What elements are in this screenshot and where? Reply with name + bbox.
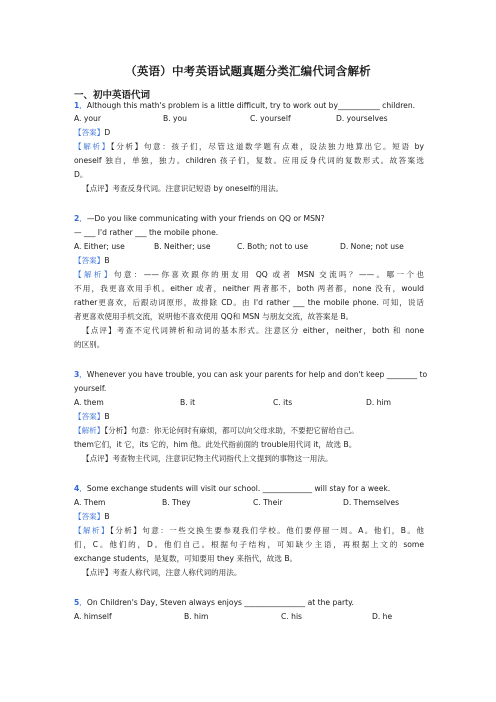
- answer-label: 【答案】: [74, 512, 105, 521]
- analysis-label: 【解析】: [74, 526, 110, 535]
- question-2-comment-line2: 的区别。: [74, 340, 105, 349]
- question-2-stem-line2: — ___ I'd rather ___ the mobile phone.: [74, 228, 219, 237]
- option-b: B. you: [163, 114, 187, 123]
- comment-text: 考查人称代词，注意人称代词的用法。: [112, 568, 242, 577]
- comment-text: 考查反身代词。注意识记短语 by oneself的用法。: [112, 184, 284, 193]
- question-2-stem: [74, 213, 424, 224]
- comment-text: 考查物主代词，注意识记物主代词指代上文提到的事物这一用法。: [112, 454, 333, 463]
- answer-value: B: [104, 412, 110, 421]
- analysis-text: 【分析】句意：孩子们，尽管这道数学题有点难，设法独力地算出它。短语 by: [110, 142, 424, 151]
- section-heading: 一、初中英语代词: [74, 90, 151, 101]
- comment-label: 【点评】: [82, 454, 113, 463]
- question-3-analysis-line: [74, 425, 424, 436]
- answer-value: B: [104, 512, 110, 521]
- question-3-analysis-line: them它们，it 它，its 它的，him 他。此处代指前面的 trouble用代词 it，故选 B。: [74, 440, 357, 449]
- question-text: —Do you like communicating with your friends on QQ or MSN?: [86, 214, 325, 223]
- comment-label: 【点评】: [82, 326, 117, 335]
- question-4-comment: [82, 567, 424, 578]
- question-1-analysis-line: D。: [74, 170, 88, 179]
- comment-label: 【点评】: [82, 568, 113, 577]
- option-b: B. him: [184, 612, 209, 621]
- answer-value: B: [104, 256, 110, 265]
- question-2-answer: [74, 255, 424, 266]
- question-number: 3．: [74, 370, 87, 379]
- question-4-answer: [74, 511, 424, 522]
- question-number: 1．: [74, 101, 87, 110]
- question-2-analysis-line: rather更喜欢，后跟动词原形，故排除 CD。由 I'd rather ___ the mobile phone. 可知，说话: [74, 298, 424, 307]
- question-1-comment: [82, 183, 424, 194]
- option-a: A. himself: [74, 612, 112, 621]
- answer-value: D: [104, 128, 111, 137]
- question-2-analysis-line: 者更喜欢使用手机交流，说明他不喜欢使用 QQ和 MSN 与朋友交流，故答案是 B。: [74, 312, 354, 321]
- option-c: C. his: [281, 612, 303, 621]
- question-4-analysis-line: [74, 525, 424, 536]
- option-c: C. its: [273, 398, 293, 407]
- analysis-text: 【分析】句意：你无论何时有麻烦，都可以向父母求助，不要把它留给自己。: [104, 426, 359, 435]
- question-1-analysis-line: [74, 141, 424, 152]
- option-c: C. Their: [253, 498, 283, 507]
- analysis-text: 【分析】句意：一些交换生要参观我们学校。他们要停留一周。A。他们，B。他: [110, 526, 424, 535]
- option-d: D. yourselves: [336, 114, 388, 123]
- option-c: C. Both; not to use: [237, 242, 309, 251]
- question-4-analysis-line: exchange students，是复数，可知要用 they 来指代，故选 B。: [74, 554, 298, 563]
- option-a: A. them: [74, 398, 104, 407]
- comment-text: 考查不定代词辨析和动词的基本形式。注意区分 either，neither，both 和 none: [116, 326, 425, 335]
- question-text: Although this math's problem is a little difficult, try to work out by___________ children.: [86, 101, 416, 110]
- question-5-stem: [74, 597, 424, 608]
- analysis-label: 【解析】: [74, 270, 114, 279]
- option-b: B. it: [180, 398, 196, 407]
- option-d: D. he: [372, 612, 393, 621]
- question-3-stem-line2: yourself.: [74, 384, 107, 393]
- question-text: On Children's Day, Steven always enjoys ________________ at the party.: [86, 598, 354, 607]
- page-title: （英语）中考英语试题真题分类汇编代词含解析: [125, 64, 371, 78]
- question-1-stem: [74, 100, 424, 111]
- question-1-analysis-line: oneself 独自，单独，独力。children 孩子们，复数。应用反身代词的复数形式。故答案选: [74, 156, 424, 165]
- question-2-comment: [82, 325, 424, 336]
- analysis-label: 【解析】: [74, 426, 105, 435]
- option-a: A. Either; use: [74, 242, 125, 251]
- question-3-stem: [74, 369, 428, 380]
- option-d: D. None; not use: [340, 242, 404, 251]
- question-2-analysis-line: 不用，我更喜欢用手机。either 或者，neither 两者都不，both 两者都，none 没有，would: [74, 284, 424, 293]
- answer-label: 【答案】: [74, 128, 105, 137]
- option-b: B. They: [162, 498, 191, 507]
- option-c: C. yourself: [250, 114, 291, 123]
- option-a: A. your: [74, 114, 101, 123]
- question-2-analysis-line: [74, 269, 424, 280]
- question-4-stem: [74, 483, 424, 494]
- analysis-text: 句意：——你喜欢跟你的朋友用 QQ 或者 MSN 交流吗？——。哪一个也: [113, 270, 424, 279]
- comment-label: 【点评】: [82, 184, 113, 193]
- question-text: Some exchange students will visit our school. _____________ will stay for a week.: [86, 484, 391, 493]
- question-number: 5．: [74, 598, 87, 607]
- question-number: 2．: [74, 214, 87, 223]
- question-4-analysis-line: 们，C。他们的，D。他们自己。根据句子结构，可知缺少主语，再根据上文的 some: [74, 540, 424, 549]
- option-d: D. Themselves: [343, 498, 400, 507]
- question-text: Whenever you have trouble, you can ask your parents for help and don't keep ________ to: [86, 370, 428, 379]
- option-b: B. Neither; use: [154, 242, 211, 251]
- option-a: A. Them: [74, 498, 106, 507]
- option-d: D. him: [366, 398, 391, 407]
- answer-label: 【答案】: [74, 412, 105, 421]
- question-1-answer: [74, 127, 424, 138]
- answer-label: 【答案】: [74, 256, 105, 265]
- question-3-comment: [82, 453, 424, 464]
- analysis-label: 【解析】: [74, 142, 111, 151]
- question-3-answer: [74, 411, 424, 422]
- question-number: 4．: [74, 484, 87, 493]
